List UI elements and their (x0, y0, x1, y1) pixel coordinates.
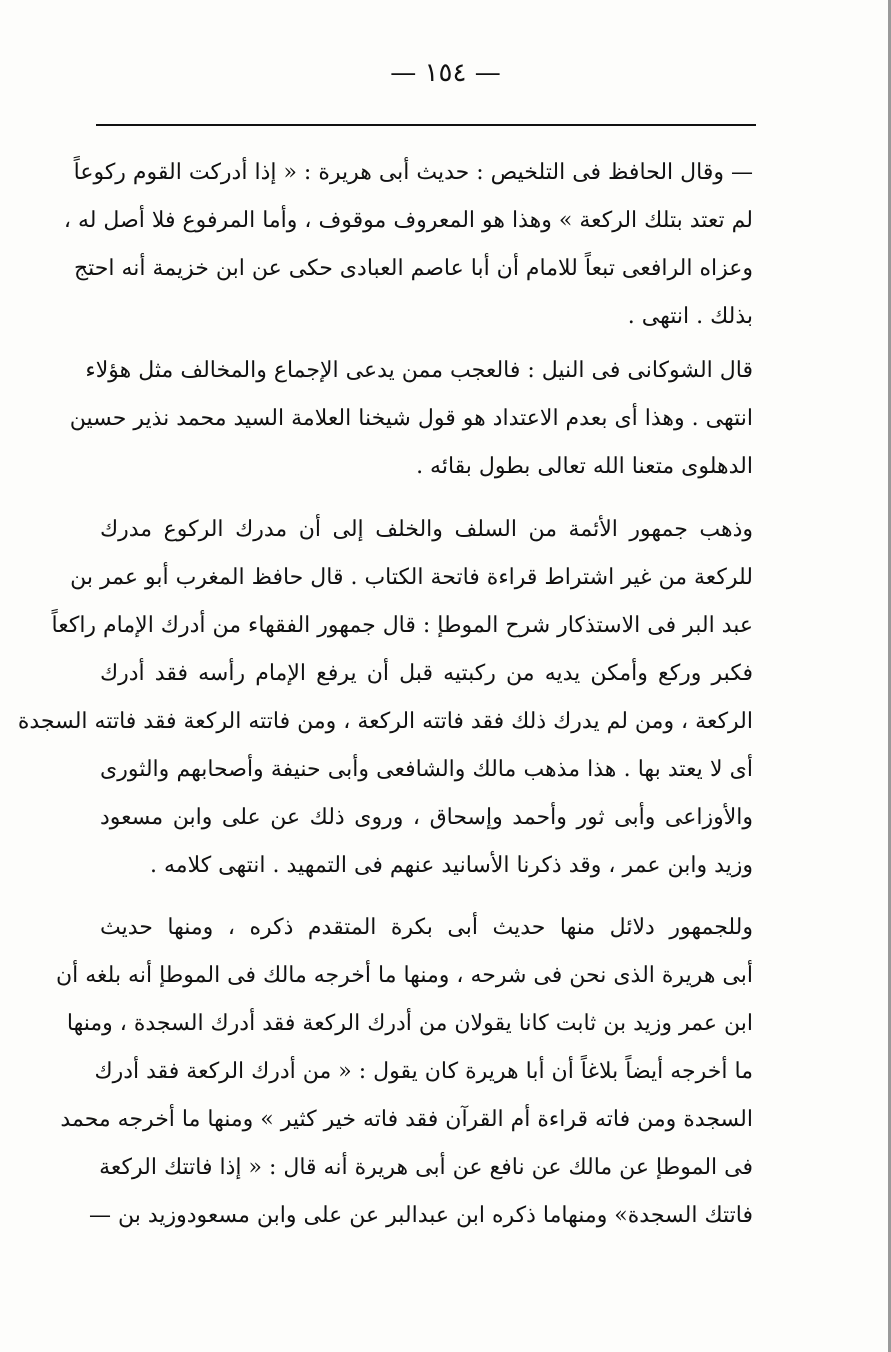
paragraph-4-line-2: أبى هريرة الذى نحن فى شرحه ، ومنها ما أخرجه مالك فى الموطإ أنه بلغه أن (55, 963, 753, 988)
paragraph-1-line-1: — وقال الحافظ فى التلخيص : حديث أبى هريرة : « إذا أدركت القوم ركوعاً (73, 160, 753, 185)
paragraph-2-line-1: قال الشوكانى فى النيل : فالعجب ممن يدعى الإجماع والمخالف مثل هؤلاء (85, 358, 753, 383)
paragraph-1-line-3: وعزاه الرافعى تبعاً للامام أن أبا عاصم العبادى حكى عن ابن خزيمة أنه احتج (73, 256, 753, 281)
paragraph-2-line-2: انتهى . وهذا أى بعدم الاعتداد هو قول شيخنا العلامة السيد محمد نذير حسين (69, 406, 753, 431)
paragraph-3-line-1: وذهب جمهور الأئمة من السلف والخلف إلى أن مدرك الركوع مدرك (100, 517, 753, 542)
paragraph-4-line-6: فى الموطإ عن مالك عن نافع عن أبى هريرة أنه قال : « إذا فاتتك الركعة (99, 1155, 753, 1180)
paragraph-4-line-5: السجدة ومن فاته قراءة أم القرآن فقد فاته خير كثير » ومنها ما أخرجه محمد (60, 1107, 753, 1132)
paragraph-3-line-3: عبد البر فى الاستذكار شرح الموطإ : قال جمهور الفقهاء من أدرك الإمام راكعاً (51, 613, 753, 638)
paragraph-3-line-7: والأوزاعى وأبى ثور وأحمد وإسحاق ، وروى ذلك عن على وابن مسعود (100, 805, 753, 830)
page-number: — ١٥٤ — (390, 58, 501, 88)
paragraph-3-line-4: فكبر وركع وأمكن يديه من ركبتيه قبل أن يرفع الإمام رأسه فقد أدرك (100, 661, 753, 686)
paragraph-1-line-2: لم تعتد بتلك الركعة » وهذا هو المعروف موقوف ، وأما المرفوع فلا أصل له ، (63, 208, 753, 233)
paragraph-2-line-3: الدهلوى متعنا الله تعالى بطول بقائه . (416, 454, 753, 479)
paragraph-1-line-4: بذلك . انتهى . (627, 304, 753, 329)
paragraph-3-line-5: الركعة ، ومن لم يدرك ذلك فقد فاتته الركعة ، ومن فاتته الركعة فقد فاتته السجدة (17, 709, 753, 734)
paragraph-4-line-7: فاتتك السجدة» ومنهاما ذكره ابن عبدالبر عن على وابن مسعودوزيد بن — (88, 1203, 753, 1228)
paragraph-4-line-1: وللجمهور دلائل منها حديث أبى بكرة المتقدم ذكره ، ومنها حديث (100, 915, 753, 940)
paragraph-3-line-2: للركعة من غير اشتراط قراءة فاتحة الكتاب . قال حافظ المغرب أبو عمر بن (70, 565, 753, 590)
paragraph-3-line-6: أى لا يعتد بها . هذا مذهب مالك والشافعى وأبى حنيفة وأصحابهم والثورى (100, 757, 753, 782)
paragraph-3-line-8: وزيد وابن عمر ، وقد ذكرنا الأسانيد عنهم فى التمهيد . انتهى كلامه . (150, 853, 753, 878)
paragraph-4-line-4: ما أخرجه أيضاً بلاغاً أن أبا هريرة كان يقول : « من أدرك الركعة فقد أدرك (94, 1059, 753, 1084)
paragraph-4-line-3: ابن عمر وزيد بن ثابت كانا يقولان من أدرك الركعة فقد أدرك السجدة ، ومنها (66, 1011, 753, 1036)
